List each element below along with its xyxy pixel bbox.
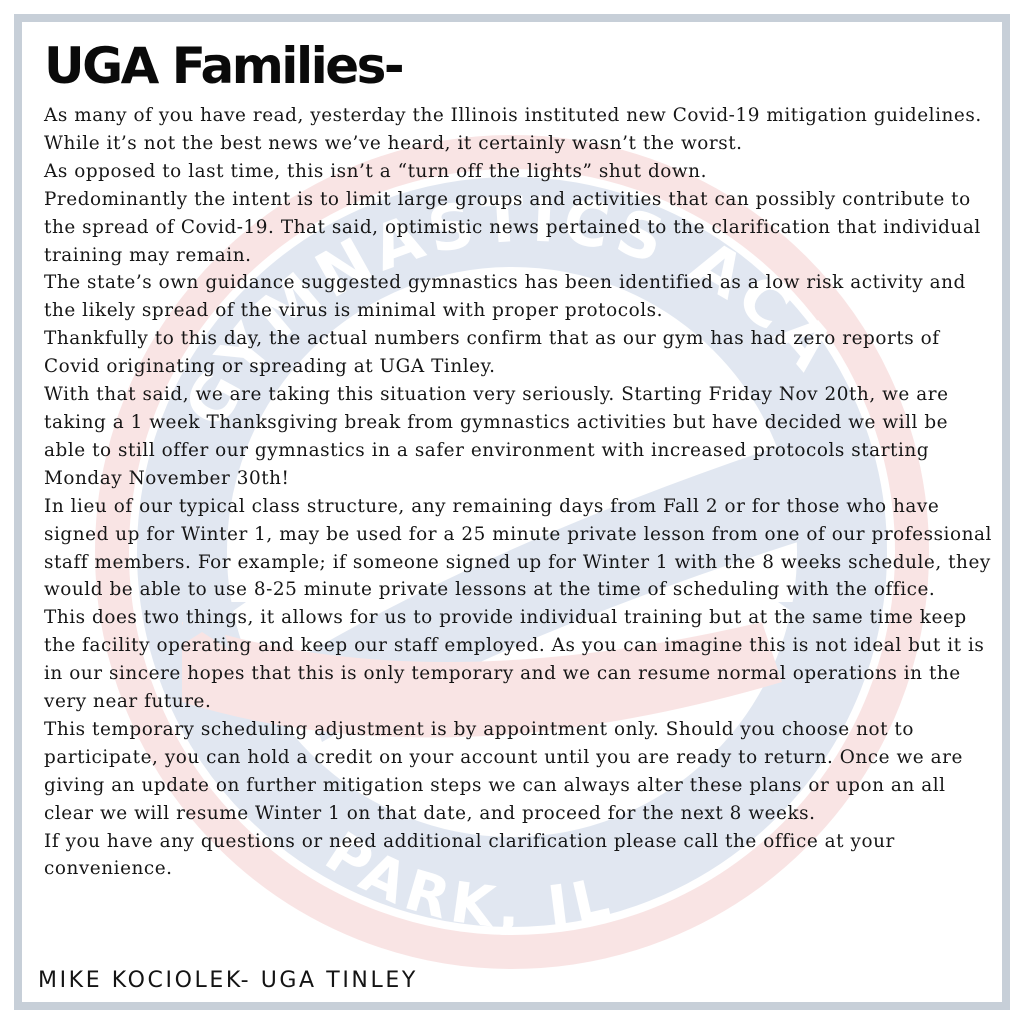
- paragraph: In lieu of our typical class structure, any remaining days from Fall 2 or for those who have signed up for Winter 1, may be used for a 25 minute private lesson from one of our professional staff members. For example; if someone signed up for Winter 1 with the 8 weeks schedule, they would be able to use 8-25 minute private lessons at the time of scheduling with the office.: [44, 495, 992, 601]
- page-title: UGA Families-: [44, 37, 403, 95]
- paragraph: As many of you have read, yesterday the Illinois instituted new Covid-19 mitigation guidelines. While it’s not the best news we’ve heard, it certainly wasn’t the worst.: [44, 105, 982, 154]
- paragraph: Predominantly the intent is to limit large groups and activities that can possibly contribute to the spread of Covid-19. That said, optimistic news pertained to the clarification that individual training may remain.: [44, 188, 981, 266]
- paragraph: If you have any questions or need additional clarification please call the office at your convenience.: [44, 830, 895, 880]
- letter-content: [44, 32, 994, 883]
- paragraph: With that said, we are taking this situation very seriously. Starting Friday Nov 20th, we are taking a 1 week Thanksgiving break from gymnastics activities but have decided we will be able to still offer our gymnastics in a safer environment with increased protocols starting Monday November 30th!: [44, 384, 949, 489]
- document-frame: [14, 14, 1010, 1010]
- paragraph: Thankfully to this day, the actual numbers confirm that as our gym has had zero reports of Covid originating or spreading at UGA Tinley.: [44, 328, 940, 378]
- paragraph: As opposed to last time, this isn’t a “turn off the lights” shut down.: [44, 160, 707, 182]
- paragraph: This does two things, it allows for us to provide individual training but at the same time keep the facility operating and keep our staff employed. As you can imagine this is not ideal but it is in our sincere hopes that this is only temporary and we can resume normal operations in the very near future.: [44, 607, 985, 713]
- paragraph: The state’s own guidance suggested gymnastics has been identified as a low risk activity and the likely spread of the virus is minimal with proper protocols.: [44, 272, 966, 322]
- letter-body: [44, 102, 994, 883]
- logo-top-text: GYMNASTICS ACA: [169, 182, 852, 439]
- signature: MIKE KOCIOLEK- UGA TINLEY: [38, 968, 418, 993]
- paragraph: This temporary scheduling adjustment is by appointment only. Should you choose not to participate, you can hold a credit on your account until you are ready to return. Once we are giving an update on further mitigation steps we can always alter these plans or upon an all clear we will resume Winter 1 on that date, and proceed for the next 8 weeks.: [44, 718, 963, 824]
- logo-bottom-text: PARK, IL: [313, 819, 622, 942]
